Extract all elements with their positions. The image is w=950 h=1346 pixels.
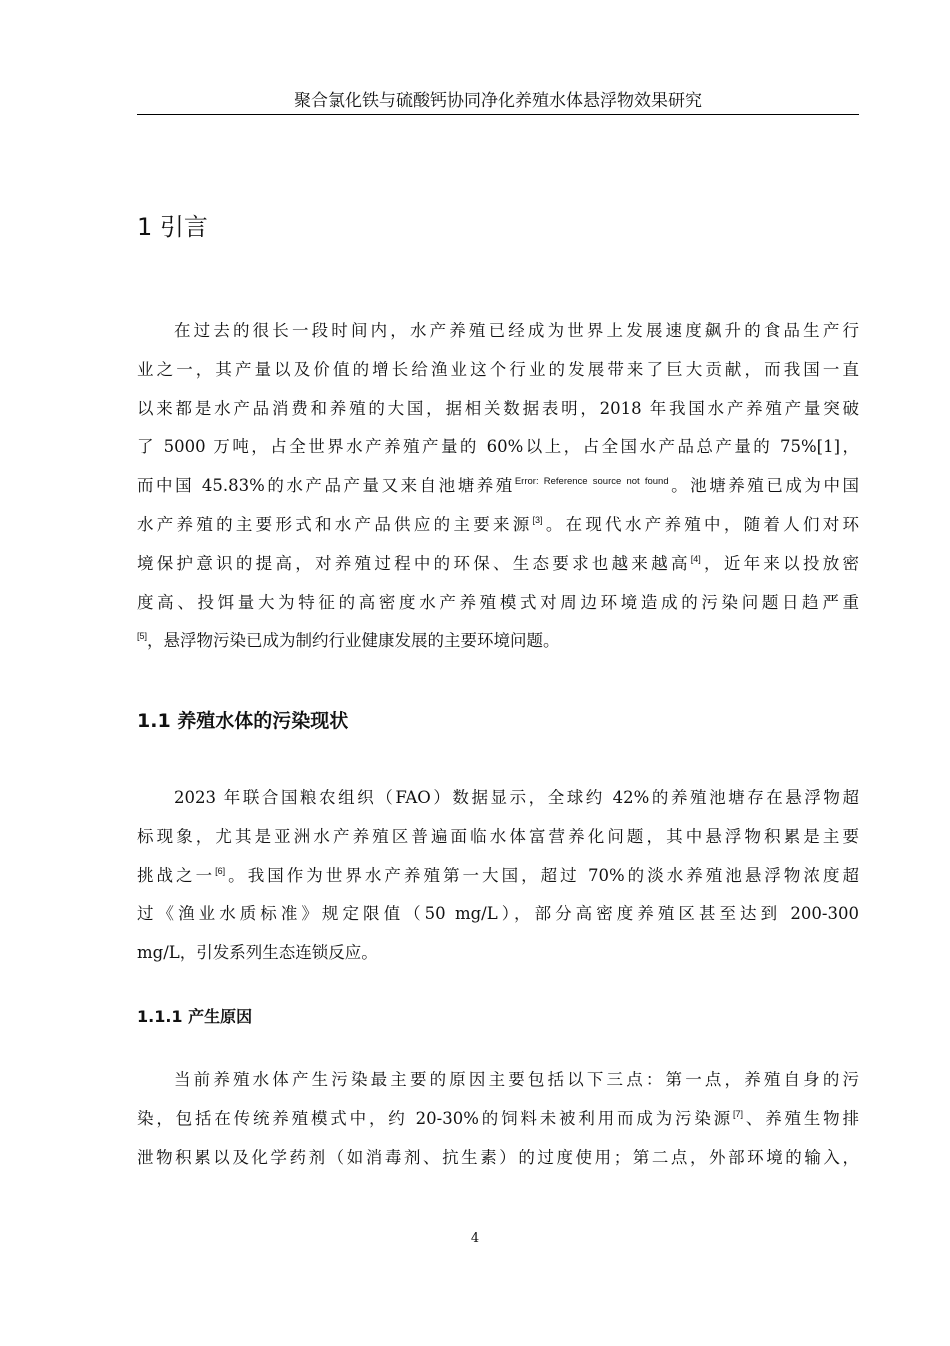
paragraph-line: [5]，悬浮物污染已成为制约行业健康发展的主要环境问题。	[137, 631, 560, 651]
paragraph-line: 而中国 45.83%的水产品产量又来自池塘养殖$^{Error: Reference source not found}$。池塘养殖已成为中国	[137, 476, 859, 496]
citation-error-marker: Error: Reference source not found	[514, 476, 669, 488]
section-heading-causes: 1.1.1 产生原因	[137, 1007, 253, 1026]
section-heading-introduction: 1 引言	[137, 213, 208, 241]
paragraph-line: 以来都是水产品消费和养殖的大国，据相关数据表明，2018 年我国水产养殖产量突破	[137, 398, 859, 418]
citation-marker: [3]	[532, 514, 543, 525]
page-number: 4	[470, 1231, 480, 1246]
paragraph-line: 度高、投饵量大为特征的高密度水产养殖模式对周边环境造成的污染问题日趋严重	[137, 592, 859, 612]
paragraph-line: mg/L，引发系列生态连锁反应。	[137, 943, 378, 963]
paragraph-line: 当前养殖水体产生污染最主要的原因主要包括以下三点：第一点，养殖自身的污	[174, 1070, 859, 1089]
citation-marker: [4]	[690, 553, 701, 564]
paragraph-line: 境保护意识的提高，对养殖过程中的环保、生态要求也越来越高[4]，近年来以投放密	[137, 553, 859, 573]
paragraph-line: 挑战之一[6]。我国作为世界水产养殖第一大国，超过 70%的淡水养殖池悬浮物浓度超	[137, 865, 860, 885]
paragraph-line: 了 5000 万吨，占全世界水产养殖产量的 60%以上，占全国水产品总产量的 75%[1]，	[137, 437, 859, 457]
section-heading-pollution-status: 1.1 养殖水体的污染现状	[137, 710, 349, 732]
running-header: 聚合氯化铁与硫酸钙协同净化养殖水体悬浮物效果研究	[294, 91, 702, 111]
paragraph-line: 在过去的很长一段时间内，水产养殖已经成为世界上发展速度飙升的食品生产行	[174, 321, 859, 340]
paragraph-line: 业之一，其产量以及价值的增长给渔业这个行业的发展带来了巨大贡献，而我国一直	[137, 359, 859, 379]
paragraph-line: 泄物积累以及化学药剂（如消毒剂、抗生素）的过度使用；第二点，外部环境的输入，	[137, 1147, 859, 1167]
citation-marker: [6]	[215, 865, 226, 876]
paragraph-line: 2023 年联合国粮农组织（FAO）数据显示，全球约 42%的养殖池塘存在悬浮物超	[174, 788, 859, 807]
causes-paragraph	[137, 1061, 859, 1177]
header-rule	[137, 114, 859, 115]
intro-paragraph	[137, 312, 859, 661]
citation-marker: [7]	[733, 1108, 744, 1119]
citation-marker: [5]	[137, 631, 148, 642]
paragraph-line: 染，包括在传统养殖模式中，约 20-30%的饲料未被利用而成为污染源[7]、养殖生物排	[137, 1108, 859, 1128]
pollution-status-paragraph	[137, 779, 859, 973]
paragraph-line: 过《渔业水质标准》规定限值（50 mg/L），部分高密度养殖区甚至达到 200-300	[137, 904, 859, 924]
paragraph-line: 标现象，尤其是亚洲水产养殖区普遍面临水体富营养化问题，其中悬浮物积累是主要	[137, 826, 859, 846]
paragraph-line: 水产养殖的主要形式和水产品供应的主要来源[3]。在现代水产养殖中，随着人们对环	[137, 514, 859, 534]
